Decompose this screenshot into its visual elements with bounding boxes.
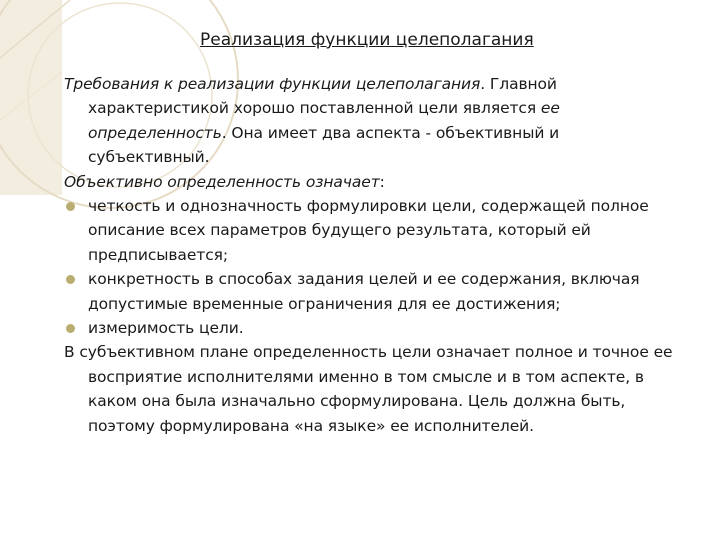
intro-text-2: . Она имеет два аспекта - объективный и субъективный.: [88, 123, 560, 167]
objective-colon: :: [379, 172, 385, 191]
round-bullet-icon: [66, 324, 75, 333]
list-item: [64, 267, 679, 316]
list-item-text: четкость и однозначность формулировки цели, содержащей полное описание всех параметров будущего результата, который ей предписывается;: [88, 197, 649, 264]
intro-lead: Требования к реализации функции целеполагания: [64, 75, 481, 93]
slide-title: Реализация функции целеполагания: [200, 30, 534, 50]
intro-paragraph: [64, 72, 679, 170]
objective-heading: Объективно определенность означает: [64, 172, 380, 191]
list-item: [64, 316, 679, 340]
objective-heading-line: [64, 170, 679, 194]
slide-content: [64, 72, 679, 438]
intro-text-1: . Главной характеристикой хорошо поставленной цели является: [88, 75, 557, 118]
list-item: [64, 194, 679, 267]
intro-emphasis: ее определенность: [88, 99, 560, 142]
list-item-text: измеримость цели.: [88, 319, 244, 338]
list-item-text: конкретность в способах задания целей и ее содержания, включая допустимые временные ограничения для ее достижения;: [88, 270, 640, 313]
round-bullet-icon: [66, 275, 75, 284]
subjective-paragraph: В субъективном плане определенность цели означает полное и точное ее восприятие исполнителями именно в том смысле и в том аспекте, в каком она была изначально сформулирована. Цель должна быть, поэтому формулирована «на языке» ее исполнителей.: [64, 343, 673, 435]
round-bullet-icon: [66, 202, 75, 211]
